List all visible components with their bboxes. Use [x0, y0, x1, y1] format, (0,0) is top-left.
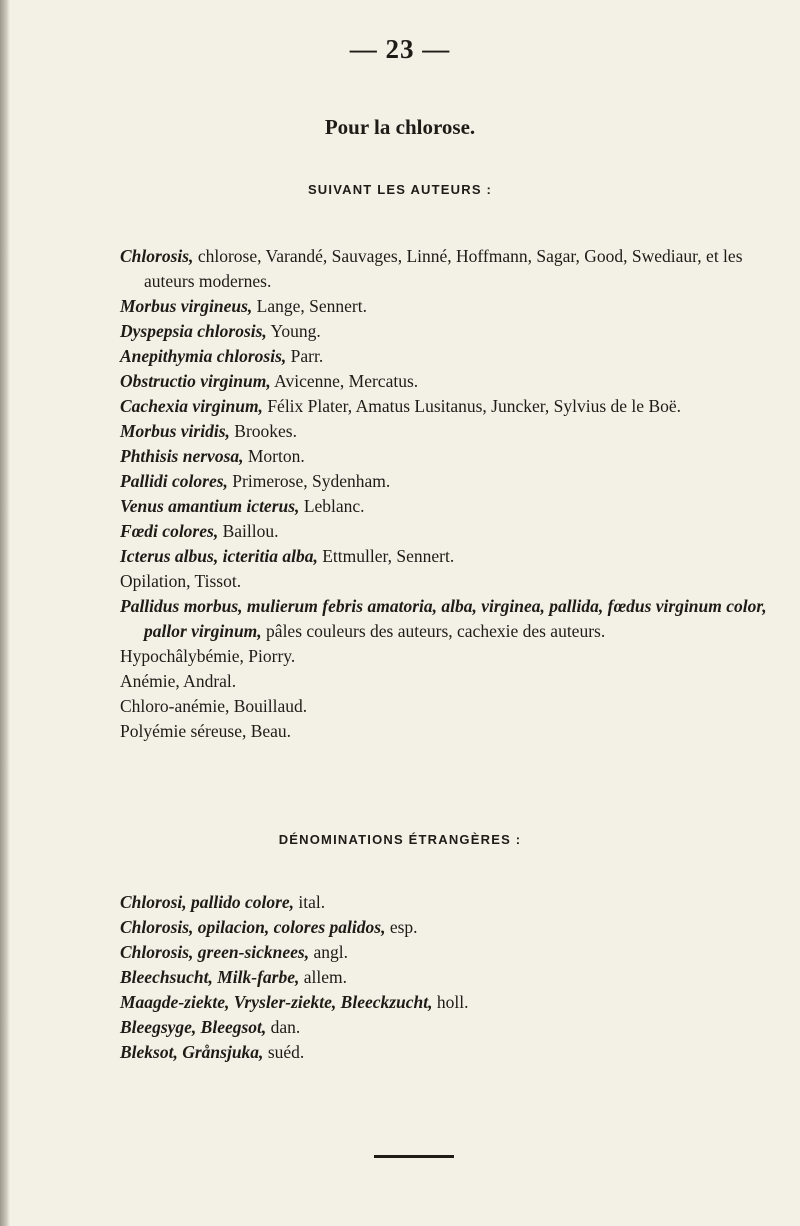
language: suéd.	[263, 1042, 305, 1062]
language: holl.	[432, 992, 469, 1012]
term: Morbus viridis,	[120, 421, 230, 441]
term: Cachexia virginum,	[120, 396, 263, 416]
detail: Polyémie séreuse, Beau.	[120, 721, 292, 741]
term: Chlorosis,	[120, 246, 194, 266]
list-item	[120, 419, 770, 444]
closing-rule	[374, 1155, 454, 1158]
list-item	[120, 940, 770, 965]
language: angl.	[309, 942, 348, 962]
foreign-names-list	[120, 890, 770, 1065]
list-item	[120, 294, 770, 319]
term: Bleegsyge, Bleegsot,	[120, 1017, 267, 1037]
term: Chlorosis, green-sicknees,	[120, 942, 310, 962]
list-item	[120, 544, 770, 569]
detail: Morton.	[243, 446, 305, 466]
list-item	[120, 369, 770, 394]
term: Phthisis nervosa,	[120, 446, 244, 466]
term: Fœdi colores,	[120, 521, 219, 541]
detail: Avicenne, Mercatus.	[270, 371, 419, 391]
list-item	[120, 469, 770, 494]
list-item	[120, 569, 770, 594]
detail: Leblanc.	[299, 496, 365, 516]
list-item	[120, 244, 770, 294]
detail: Parr.	[286, 346, 324, 366]
detail: Félix Plater, Amatus Lusitanus, Juncker, Sylvius de le Boë.	[262, 396, 682, 416]
term: Dyspepsia chlorosis,	[120, 321, 267, 341]
list-item	[120, 594, 770, 644]
list-item	[120, 394, 770, 419]
detail: chlorose, Varandé, Sauvages, Linné, Hoffmann, Sagar, Good, Swediaur, et les auteurs modernes.	[144, 246, 743, 291]
list-item	[120, 990, 770, 1015]
term: Venus amantium icterus,	[120, 496, 300, 516]
term: Pallidi colores,	[120, 471, 228, 491]
term: Anepithymia chlorosis,	[120, 346, 287, 366]
section-title-foreign: DÉNOMINATIONS ÉTRANGÈRES :	[278, 832, 522, 847]
detail: Brookes.	[229, 421, 297, 441]
language: ital.	[294, 892, 326, 912]
list-item	[120, 644, 770, 669]
detail: Opilation, Tissot.	[120, 571, 242, 591]
term: Pallidus morbus, mulierum febris amatoria, alba, virginea, pallida, fœdus virginum color, pallor virginum,	[120, 596, 767, 641]
detail: Baillou.	[218, 521, 279, 541]
term: Bleechsucht, Milk-farbe,	[120, 967, 300, 987]
page-title: Pour la chlorose.	[324, 115, 476, 139]
term: Obstructio virginum,	[120, 371, 271, 391]
list-item	[120, 519, 770, 544]
list-item	[120, 319, 770, 344]
term: Chlorosi, pallido colore,	[120, 892, 295, 912]
list-item	[120, 719, 770, 744]
list-item	[120, 694, 770, 719]
term: Maagde-ziekte, Vrysler-ziekte, Bleeckzucht,	[120, 992, 433, 1012]
list-item	[120, 965, 770, 990]
page-number: — 23 —	[349, 34, 451, 64]
authors-list	[120, 244, 770, 744]
term: Icterus albus, icteritia alba,	[120, 546, 318, 566]
language: dan.	[266, 1017, 301, 1037]
section-title-authors: SUIVANT LES AUTEURS :	[307, 182, 493, 197]
term: Chlorosis, opilacion, colores palidos,	[120, 917, 386, 937]
detail: Hypochâlybémie, Piorry.	[120, 646, 296, 666]
list-item	[120, 915, 770, 940]
detail: Young.	[266, 321, 321, 341]
detail: pâles couleurs des auteurs, cachexie des auteurs.	[261, 621, 606, 641]
language: esp.	[385, 917, 418, 937]
list-item	[120, 444, 770, 469]
list-item	[120, 494, 770, 519]
list-item	[120, 669, 770, 694]
detail: Ettmuller, Sennert.	[317, 546, 455, 566]
list-item	[120, 344, 770, 369]
list-item	[120, 890, 770, 915]
detail: Primerose, Sydenham.	[227, 471, 391, 491]
list-item	[120, 1040, 770, 1065]
language: allem.	[299, 967, 347, 987]
list-item	[120, 1015, 770, 1040]
term: Morbus virgineus,	[120, 296, 253, 316]
detail: Lange, Sennert.	[252, 296, 367, 316]
detail: Chloro-anémie, Bouillaud.	[120, 696, 308, 716]
term: Bleksot, Grånsjuka,	[120, 1042, 264, 1062]
detail: Anémie, Andral.	[120, 671, 237, 691]
